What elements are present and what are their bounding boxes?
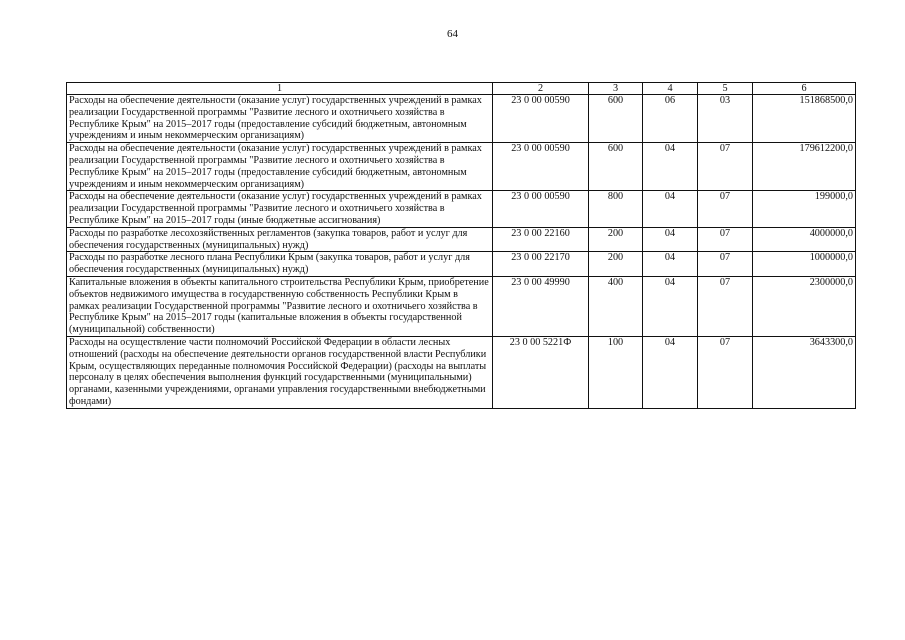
row-code: 23 0 00 5221Ф <box>493 336 589 408</box>
row-amount: 1000000,0 <box>753 252 856 277</box>
page-number: 64 <box>447 28 458 40</box>
row-description: Расходы по разработке лесохозяйственных регламентов (закупка товаров, работ и услуг для обеспечения государственных (муниципальных) нужд) <box>67 227 493 252</box>
row-expense-group: 600 <box>589 95 643 143</box>
row-description: Капитальные вложения в объекты капитального строительства Республики Крым, приобретение объектов недвижимого имущества в государственную собственность Республики Крым в рамках реализации Государственной программы "Развитие лесного и охотничьего хозяйства в Республике Крым" на 2015–2017 годы (капитальные вложения в объекты государственной (муниципальной) собственности) <box>67 276 493 336</box>
row-expense-group: 200 <box>589 227 643 252</box>
table-row <box>67 95 856 143</box>
row-code: 23 0 00 00590 <box>493 191 589 227</box>
table-row <box>67 227 856 252</box>
row-code: 23 0 00 22160 <box>493 227 589 252</box>
row-expense-group: 100 <box>589 336 643 408</box>
table-row <box>67 143 856 191</box>
row-expense-group: 200 <box>589 252 643 277</box>
row-subsection: 03 <box>698 95 753 143</box>
row-amount: 151868500,0 <box>753 95 856 143</box>
column-header-1: 1 <box>67 83 493 95</box>
row-code: 23 0 00 22170 <box>493 252 589 277</box>
row-subsection: 07 <box>698 276 753 336</box>
row-section: 04 <box>643 143 698 191</box>
table-row <box>67 191 856 227</box>
row-description: Расходы на обеспечение деятельности (оказание услуг) государственных учреждений в рамках реализации Государственной программы "Развитие лесного и охотничьего хозяйства в Республике Крым" на 2015–2017 годы (предоставление субсидий бюджетным, автономным учреждениям и иным некоммерческим организациям) <box>67 143 493 191</box>
row-subsection: 07 <box>698 336 753 408</box>
row-section: 04 <box>643 227 698 252</box>
row-expense-group: 600 <box>589 143 643 191</box>
row-description: Расходы по разработке лесного плана Республики Крым (закупка товаров, работ и услуг для обеспечения государственных (муниципальных) нужд) <box>67 252 493 277</box>
column-header-5: 5 <box>698 83 753 95</box>
budget-table-body <box>67 83 856 409</box>
row-expense-group: 400 <box>589 276 643 336</box>
column-header-2: 2 <box>493 83 589 95</box>
row-amount: 4000000,0 <box>753 227 856 252</box>
row-subsection: 07 <box>698 252 753 277</box>
table-row <box>67 252 856 277</box>
row-section: 04 <box>643 252 698 277</box>
row-section: 04 <box>643 276 698 336</box>
row-amount: 179612200,0 <box>753 143 856 191</box>
row-description: Расходы на обеспечение деятельности (оказание услуг) государственных учреждений в рамках реализации Государственной программы "Развитие лесного и охотничьего хозяйства в Республике Крым" на 2015–2017 годы (предоставление субсидий бюджетным, автономным учреждениям и иным некоммерческим организациям) <box>67 95 493 143</box>
row-section: 04 <box>643 191 698 227</box>
row-amount: 2300000,0 <box>753 276 856 336</box>
column-header-4: 4 <box>643 83 698 95</box>
table-row <box>67 276 856 336</box>
column-header-6: 6 <box>753 83 856 95</box>
column-header-3: 3 <box>589 83 643 95</box>
row-description: Расходы на обеспечение деятельности (оказание услуг) государственных учреждений в рамках реализации Государственной программы "Развитие лесного и охотничьего хозяйства в Республике Крым" на 2015–2017 годы (иные бюджетные ассигнования) <box>67 191 493 227</box>
row-code: 23 0 00 49990 <box>493 276 589 336</box>
header-row <box>67 83 856 95</box>
row-code: 23 0 00 00590 <box>493 95 589 143</box>
row-subsection: 07 <box>698 143 753 191</box>
row-subsection: 07 <box>698 191 753 227</box>
row-description: Расходы на осуществление части полномочий Российской Федерации в области лесных отношений (расходы на обеспечение деятельности органов государственной власти Республики Крым, осуществляющих переданные полномочия Российской Федерации) (расходы на выплаты персоналу в целях обеспечения выполнения функций государственными (муниципальными) органами, казенными учреждениями, органами управления государственными внебюджетными фондами) <box>67 336 493 408</box>
row-section: 04 <box>643 336 698 408</box>
row-code: 23 0 00 00590 <box>493 143 589 191</box>
row-section: 06 <box>643 95 698 143</box>
table-row <box>67 336 856 408</box>
row-amount: 199000,0 <box>753 191 856 227</box>
row-subsection: 07 <box>698 227 753 252</box>
budget-table <box>66 82 856 409</box>
row-amount: 3643300,0 <box>753 336 856 408</box>
row-expense-group: 800 <box>589 191 643 227</box>
